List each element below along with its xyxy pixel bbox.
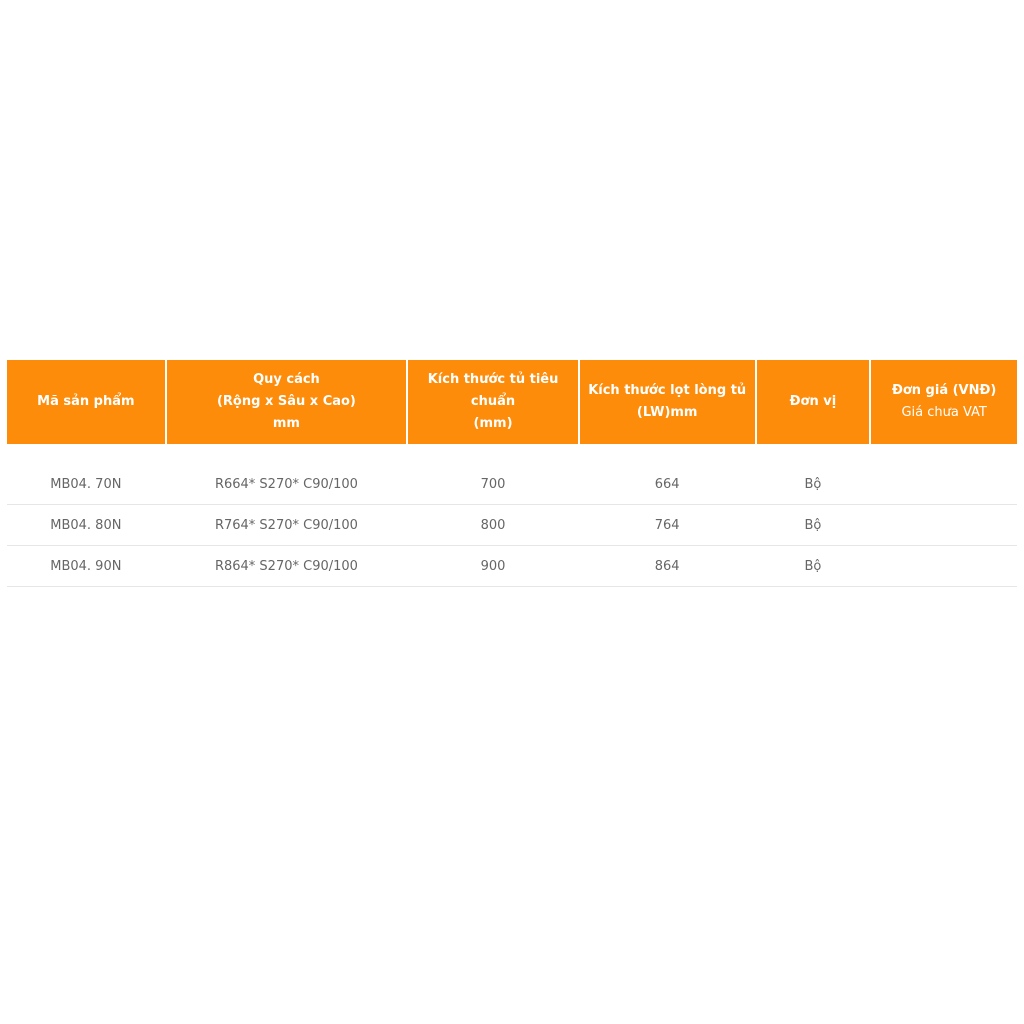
header-fit-line1: Kích thước lọt lòng tủ [588,383,747,398]
cell-specification: R764* S270* C90/100 [214,517,358,533]
cell-unit: Bộ [804,476,822,492]
cell-product-code: MB04. 70N [50,476,122,492]
header-unit-price [871,360,1017,444]
header-standard-size [408,360,578,444]
cell-unit-price [871,464,1017,504]
product-table [7,360,1017,587]
header-product-code [7,360,165,444]
cell-product-code: MB04. 90N [50,558,122,574]
header-inner-size [580,360,755,444]
cell-standard-size: 700 [480,476,506,492]
cell-specification: R864* S270* C90/100 [214,558,358,574]
table-row [7,464,1017,505]
table-body [7,464,1017,587]
cell-inner-size: 664 [654,476,680,492]
cell-unit-price [871,505,1017,545]
header-price-line2: Giá chưa VAT [901,405,987,420]
table-row [7,546,1017,587]
cell-unit: Bộ [804,517,822,533]
header-std-line3: (mm) [473,416,513,431]
header-product-code-label: Mã sản phẩm [37,394,135,409]
cell-product-code: MB04. 80N [50,517,122,533]
header-std-line2: chuẩn [470,394,516,409]
header-std-line1: Kích thước tủ tiêu [427,372,559,387]
header-price-line1: Đơn giá (VNĐ) [891,383,997,398]
table-header [7,360,1017,444]
header-unit [757,360,870,444]
cell-unit: Bộ [804,558,822,574]
table-row [7,505,1017,546]
cell-specification: R664* S270* C90/100 [214,476,358,492]
header-spec-line3: mm [272,416,300,431]
header-spec-line2: (Rộng x Sâu x Cao) [216,394,356,409]
cell-inner-size: 864 [654,558,680,574]
header-spec-line1: Quy cách [253,372,320,387]
header-unit-label: Đơn vị [789,394,837,409]
cell-standard-size: 900 [480,558,506,574]
cell-inner-size: 764 [654,517,680,533]
cell-standard-size: 800 [480,517,506,533]
cell-unit-price [871,546,1017,586]
header-fit-line2: (LW)mm [636,405,698,420]
header-specification [167,360,407,444]
